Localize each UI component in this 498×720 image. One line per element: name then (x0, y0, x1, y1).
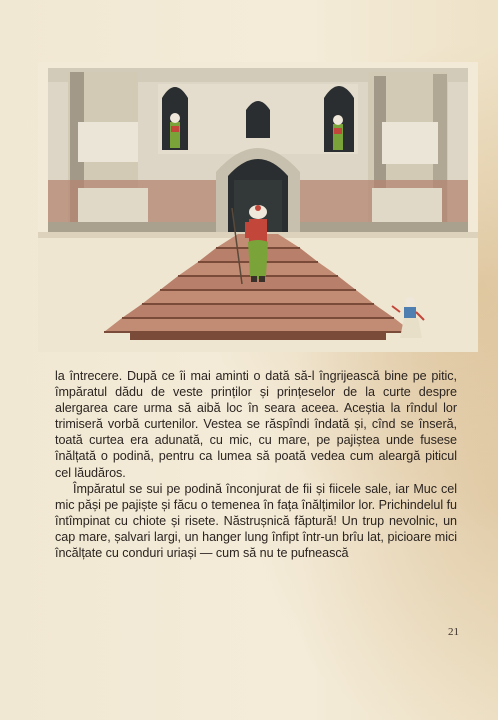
palace-scene (38, 62, 478, 352)
center-window (246, 101, 270, 138)
right-window (324, 86, 354, 152)
paragraph-2: Împăratul se sui pe podină înconjurat de fii și fiicele sale, iar Muc cel mic păși pe pajiște și făcu o temenea în fața înălțimilor lor. Prichindelul fu întîmpinat cu chiote și risete. Năstrușnică făptură! Un trup nevolnic, un cap mare, șalvari largi, un hanger lung înfipt într-un brîu lat, picioare mici încălțate cu conduri uriași — cum să nu te pufnească (55, 481, 457, 561)
story-text (55, 368, 457, 561)
paragraph-1: la întrecere. După ce îi mai aminti o dată să-l îngrijească bine pe pitic, împăratul dădu de veste prinților și prințeselor de la curte despre alergarea care urma să aibă loc în seara aceea. Aceștia la rîndul lor trimiseră vorbă curtenilor. Vestea se răspîndi îndată și, cînd se înseră, toată curtea era adunată, cu mic, cu mare, pe pajiștea unde fusese înălțată o podină, pentru ca lumea să poată vedea cum aleargă piticul cel lăudăros. (55, 369, 457, 480)
page-number: 21 (448, 626, 459, 638)
illustration-palace-gate (38, 62, 478, 352)
left-window (162, 87, 188, 150)
